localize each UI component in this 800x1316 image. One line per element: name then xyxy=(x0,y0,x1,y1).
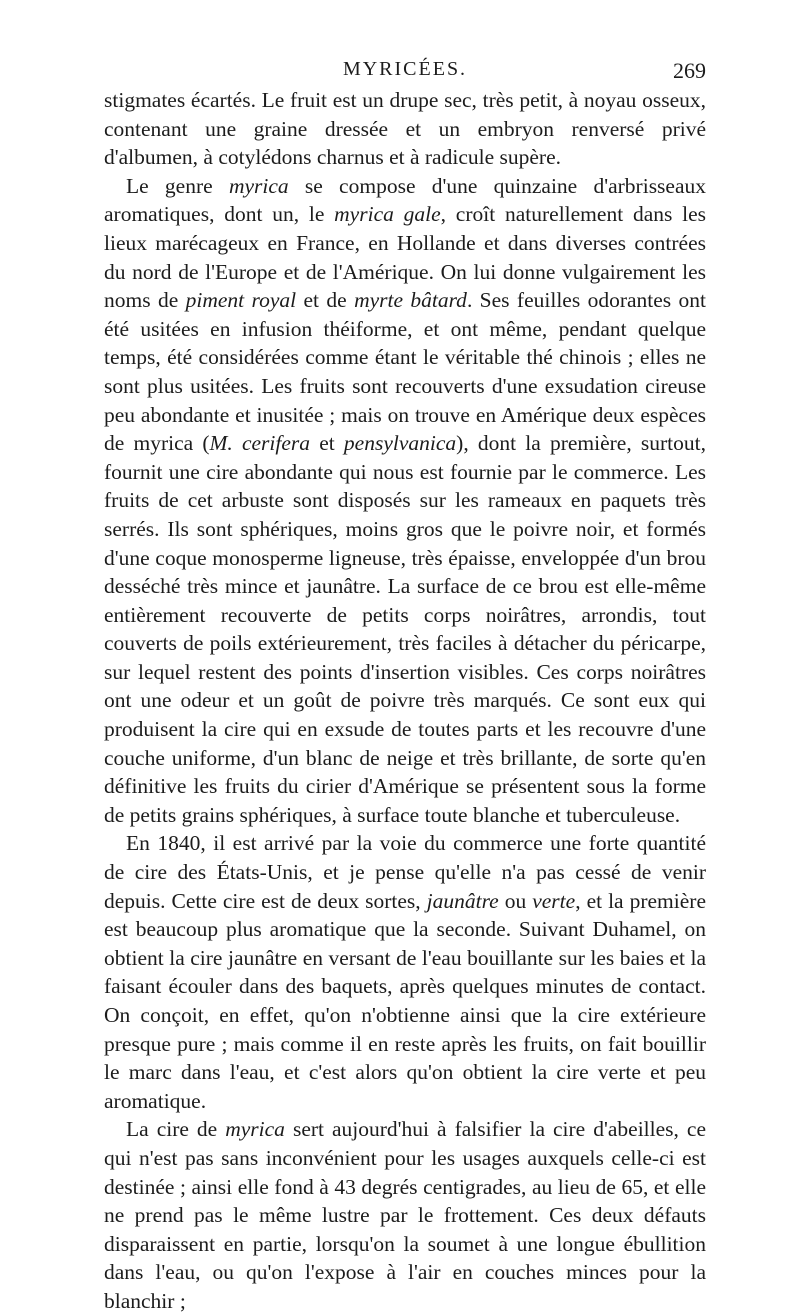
text-run: se compose d'une quinzaine d'arbrisseaux aromatiques, dont un, le xyxy=(104,173,707,227)
italic-term: myrte bâtard xyxy=(354,288,467,313)
page-header xyxy=(104,58,706,88)
italic-term: myrica xyxy=(228,173,289,198)
text-run: La cire de xyxy=(126,1117,226,1142)
body-text xyxy=(104,86,706,1316)
text-run: et de xyxy=(296,288,355,313)
italic-term: pensylvanica xyxy=(343,431,457,456)
paragraph-2 xyxy=(104,172,706,830)
italic-term: M. cerifera xyxy=(209,431,311,456)
page-number: 269 xyxy=(673,58,706,83)
text-run: , et la première est beaucoup plus aromatique que la seconde. Suivant Duhamel, on obtient la cire jaunâtre en versant de l'eau bouillante sur les baies et la faisant écouler dans des baquets, après quelques minutes de contact. On conçoit, en effet, qu'on n'obtienne ainsi que la cire extérieure presque pure ; mais comme il en reste après les fruits, on fait bouillir le marc dans l'eau, et c'est alors qu'on obtient la cire verte et peu aromatique. xyxy=(104,888,707,1113)
text-run: sert aujourd'hui à falsifier la cire d'abeilles, ce qui n'est pas sans inconvénient pour les usages auxquels celle-ci est destinée ; ainsi elle fond à 43 degrés centigrades, au lieu de 65, et elle ne prend pas le même lustre par le frottement. Ces deux défauts disparaissent en partie, lorsqu'on la soumet à une longue ébullition dans l'eau, ou qu'on l'expose à l'air en couches minces pour la blanchir ; xyxy=(104,1117,706,1313)
text-run: , croît naturellement dans les lieux marécageux en France, en Hollande et dans diverses contrées du nord de l'Europe et de l'Amérique. On lui donne vulgairement les noms de xyxy=(104,202,707,313)
text-run: stigmates écartés. Le fruit est un drupe sec, très petit, à noyau osseux, contenant une graine dressée et un embryon renversé privé d'albumen, à cotylédons charnus et à radicule supère. xyxy=(104,88,706,170)
text-run: En 1840, il est arrivé par la voie du commerce une forte quantité de cire des États-Unis, et je pense qu'elle n'a pas cessé de venir depuis. Cette cire est de deux sortes, xyxy=(104,831,706,913)
italic-term: verte xyxy=(532,888,576,913)
paragraph-3 xyxy=(104,829,706,1115)
text-run: ), dont la première, surtout, fournit une cire abondante qui nous est fournie par le commerce. Les fruits de cet arbuste sont disposés sur les rameaux en paquets très serrés. Ils sont sphériques, moins gros que le poivre noir, et formés d'une coque monosperme ligneuse, très épaisse, enveloppée d'un brou desséché très mince et jaunâtre. La surface de ce brou est elle-même entièrement recouverte de petits corps noirâtres, arrondis, tout couverts de poils extérieurement, très faciles à détacher du péricarpe, sur lequel restent des points d'insertion visibles. Ces corps noirâtres ont une odeur et un goût de poivre très marqués. Ce sont eux qui produisent la cire qui en exsude de toutes parts et les recouvre d'une couche uniforme, d'un blanc de neige et très brillante, de sorte qu'en définitive les fruits du cirier d'Amérique se présentent sous la forme de petits grains sphériques, à surface toute blanche et tuberculeuse. xyxy=(104,431,706,827)
running-title: MYRICÉES. xyxy=(342,58,468,80)
text-run: ou xyxy=(498,888,533,913)
text-run: et xyxy=(310,431,344,456)
italic-term: myrica gale xyxy=(334,202,441,227)
italic-term: piment royal xyxy=(185,288,297,313)
text-run: Le genre xyxy=(126,173,229,198)
paragraph-4 xyxy=(104,1115,706,1315)
text-run: . Ses feuilles odorantes ont été usitées en infusion théiforme, et ont même, pendant quelque temps, été considérées comme étant le véritable thé chinois ; elles ne sont plus usitées. Les fruits sont recouverts d'une exsudation cireuse peu abondante et inusitée ; mais on trouve en Amérique deux espèces de myrica ( xyxy=(104,288,707,456)
paragraph-1 xyxy=(104,86,706,172)
italic-term: myrica xyxy=(225,1117,285,1142)
italic-term: jaunâtre xyxy=(426,888,499,913)
